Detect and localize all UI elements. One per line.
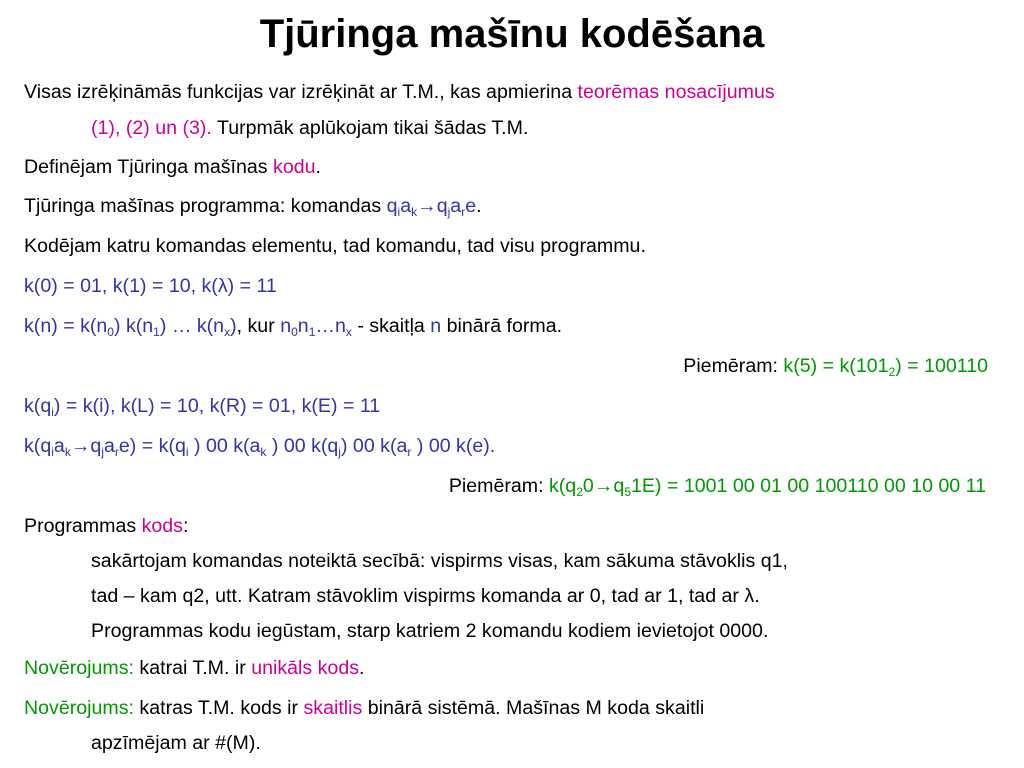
example-2: Piemēram: $k(q_20\to q_51E) = 1001$ 00 01 00 100110 00 10 00 11 [448, 475, 986, 499]
para-2 [24, 155, 321, 179]
page-title: Tjūringa mašīnu kodēšana [259, 12, 765, 56]
para-5-symbol-codes: k(0) = 01, k(1) = 10, k(λ) = 11 [24, 275, 277, 297]
highlight-conditions-list: (1), (2) un (3). [91, 117, 212, 139]
para-9-line-3: Programmas kodu iegūstam, starp katriem 2 komandu kodiem ievietojot 0000. [91, 620, 769, 642]
text: Visas izrēķināmās funkcijas var izrēķināt ar T.M., kas apmierina [24, 81, 578, 103]
para-8-command-code: $k(q_ia_k\to q_ja_re) = k(q_i$ ) 00 $k(a_k$ ) 00 $k(q_j)$ 00 $k(a_r$ ) 00 k(e). [24, 435, 496, 459]
para-9-line-1: sakārtojam komandas noteiktā secībā: vispirms visas, kam sākuma stāvoklis q1, [91, 550, 788, 572]
highlight-number: skaitlis [303, 697, 363, 719]
para-11-observation: Novērojums: katras T.M. kods ir skaitlis binārā sistēmā. Mašīnas M koda skaitli [24, 697, 705, 719]
text: Definējam Tjūringa mašīnas [24, 156, 274, 178]
observation-label: Novērojums: [24, 657, 134, 679]
text: Tjūringa mašīnas programma: komandas [24, 195, 387, 217]
para-11-line-2: apzīmējam ar #(M). [91, 732, 261, 754]
para-7-state-codes: $k(q_i) = k(i)$, k(L) = 10, k(R) = 01, k(E) = 11 [24, 395, 381, 419]
para-6-number-code: $k(n) = k(n_0)$ $k(n_1)$ … $k(n_x)$, kur $n_0n_1\dots n_x$ - skaitļa n binārā forma. [24, 315, 563, 339]
highlight-theorem-conditions: teorēmas nosacījumus [577, 81, 775, 103]
observation-label: Novērojums: [24, 697, 134, 719]
para-9-program-code: Programmas kods: [24, 515, 189, 537]
highlight-code: kodu [273, 156, 316, 178]
text: . [315, 156, 321, 178]
example-1: Piemēram: $k(5) = k(101_2) = 100110$ [683, 355, 988, 379]
highlight-unique-code: unikāls kods [251, 657, 360, 679]
para-1-line-2 [91, 116, 528, 140]
para-10-observation: Novērojums: katrai T.M. ir unikāls kods. [24, 657, 365, 679]
para-1-line-1 [24, 80, 775, 104]
text: Turpmāk aplūkojam tikai šādas T.M. [211, 117, 529, 139]
para-9-line-2: tad – kam q2, utt. Katram stāvoklim vispirms komanda ar 0, tad ar 1, tad ar λ. [91, 585, 760, 607]
command-formula: $q_ia_k\to q_ja_re$ [386, 195, 477, 219]
highlight-codes: kods [141, 515, 183, 537]
text: . [476, 195, 482, 217]
para-3 [24, 194, 482, 218]
para-4: Kodējam katru komandas elementu, tad komandu, tad visu programmu. [24, 235, 646, 257]
